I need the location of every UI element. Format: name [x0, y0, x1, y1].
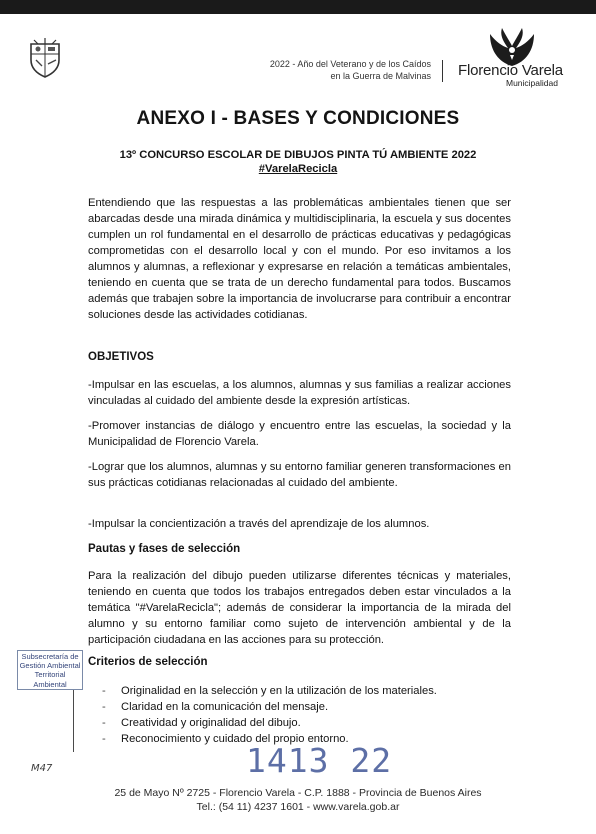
criterio-item: - Creatividad y originalidad del dibujo. [102, 715, 437, 731]
criterio-item: - Originalidad en la selección y en la utilización de los materiales. [102, 683, 437, 699]
margin-line [73, 690, 74, 752]
criterios-heading: Criterios de selección [88, 656, 208, 668]
objetivo-item: -Impulsar en las escuelas, a los alumnos, alumnas y sus familias a realizar acciones vinculadas al cuidado del ambiente desde la expresión artísticas. [88, 379, 511, 407]
objetivo-item: -Promover instancias de diálogo y encuentro entre las escuelas, la sociedad y la Municipalidad de Florencio Varela. [88, 420, 511, 448]
motto-line-1: 2022 - Año del Veterano y de los Caídos [269, 59, 431, 69]
document-title: ANEXO I - BASES Y CONDICIONES [136, 108, 460, 129]
header-motto [221, 58, 431, 82]
objetivos-heading: OBJETIVOS [88, 351, 154, 363]
criterio-item: - Claridad en la comunicación del mensaje. [102, 699, 437, 715]
footer-address: 25 de Mayo Nº 2725 - Florencio Varela - C.P. 1888 - Provincia de Buenos Aires [114, 787, 482, 799]
expediente-number: 1413 22 [246, 741, 393, 780]
objetivo-item: -Lograr que los alumnos, alumnas y su entorno familiar generen transformaciones en sus prácticas cotidianas relacionadas al cuidado del ambiente. [88, 461, 511, 489]
intro-paragraph: Entendiendo que las respuestas a las problemáticas ambientales tienen que ser abarcadas desde una mirada dinámica y multidisciplinaria, la escuela y sus docentes cumplen un rol fundamental en el desarrollo de prácticas educativas y pedagógicas comprometidas con el desarrollo local y con el mundo. Por eso invitamos a los alumnos y alumnas, a reflexionar y expresarse en relación a temáticas ambientales, teniendo en cuenta que se trata de un derecho fundamental para todos. Buscamos además que trabajen sobre la importancia de involucrarse para contribuir a encontrar soluciones desde las actividades cotidianas. [88, 197, 511, 321]
criterios-list [102, 683, 437, 747]
municipality-name: Florencio Varela [458, 62, 563, 79]
criterio-item: - Reconocimiento y cuidado del propio entorno. [102, 731, 437, 747]
scan-top-border [0, 0, 596, 14]
stamp-line: Territorial [34, 670, 66, 680]
scan-top-gap [0, 14, 596, 16]
motto-line-2: en la Guerra de Malvinas [330, 71, 431, 81]
municipal-crest-icon [28, 38, 62, 78]
contest-subtitle: 13º CONCURSO ESCOLAR DE DIBUJOS PINTA TÚ AMBIENTE 2022 [119, 149, 477, 161]
contest-hashtag: #VarelaRecicla [258, 163, 338, 175]
objetivo-item: -Impulsar la concientización a través del aprendizaje de los alumnos. [88, 518, 430, 530]
office-stamp [17, 650, 83, 690]
stamp-line: Subsecretaría de [21, 652, 79, 661]
stamp-line: Gestión Ambiental [19, 661, 81, 671]
footer-contact: Tel.: (54 11) 4237 1601 - www.varela.gob.ar [196, 801, 400, 813]
pautas-heading: Pautas y fases de selección [88, 543, 241, 555]
handwritten-note: M47 [31, 763, 53, 774]
municipality-subtitle: Municipalidad [506, 78, 558, 88]
stamp-line: Ambiental [33, 679, 67, 689]
pautas-paragraph: Para la realización del dibujo pueden utilizarse diferentes técnicas y materiales, teniendo en cuenta que todos los trabajos entregados deben estar vinculados a la temática "#VarelaRecicla"; además de considerar la importancia de la mirada del alumno y su entorno familiar como sujeto de intervención ambiental y de la participación ciudadana en las acciones para su protección. [88, 570, 511, 646]
header-divider [442, 60, 443, 82]
